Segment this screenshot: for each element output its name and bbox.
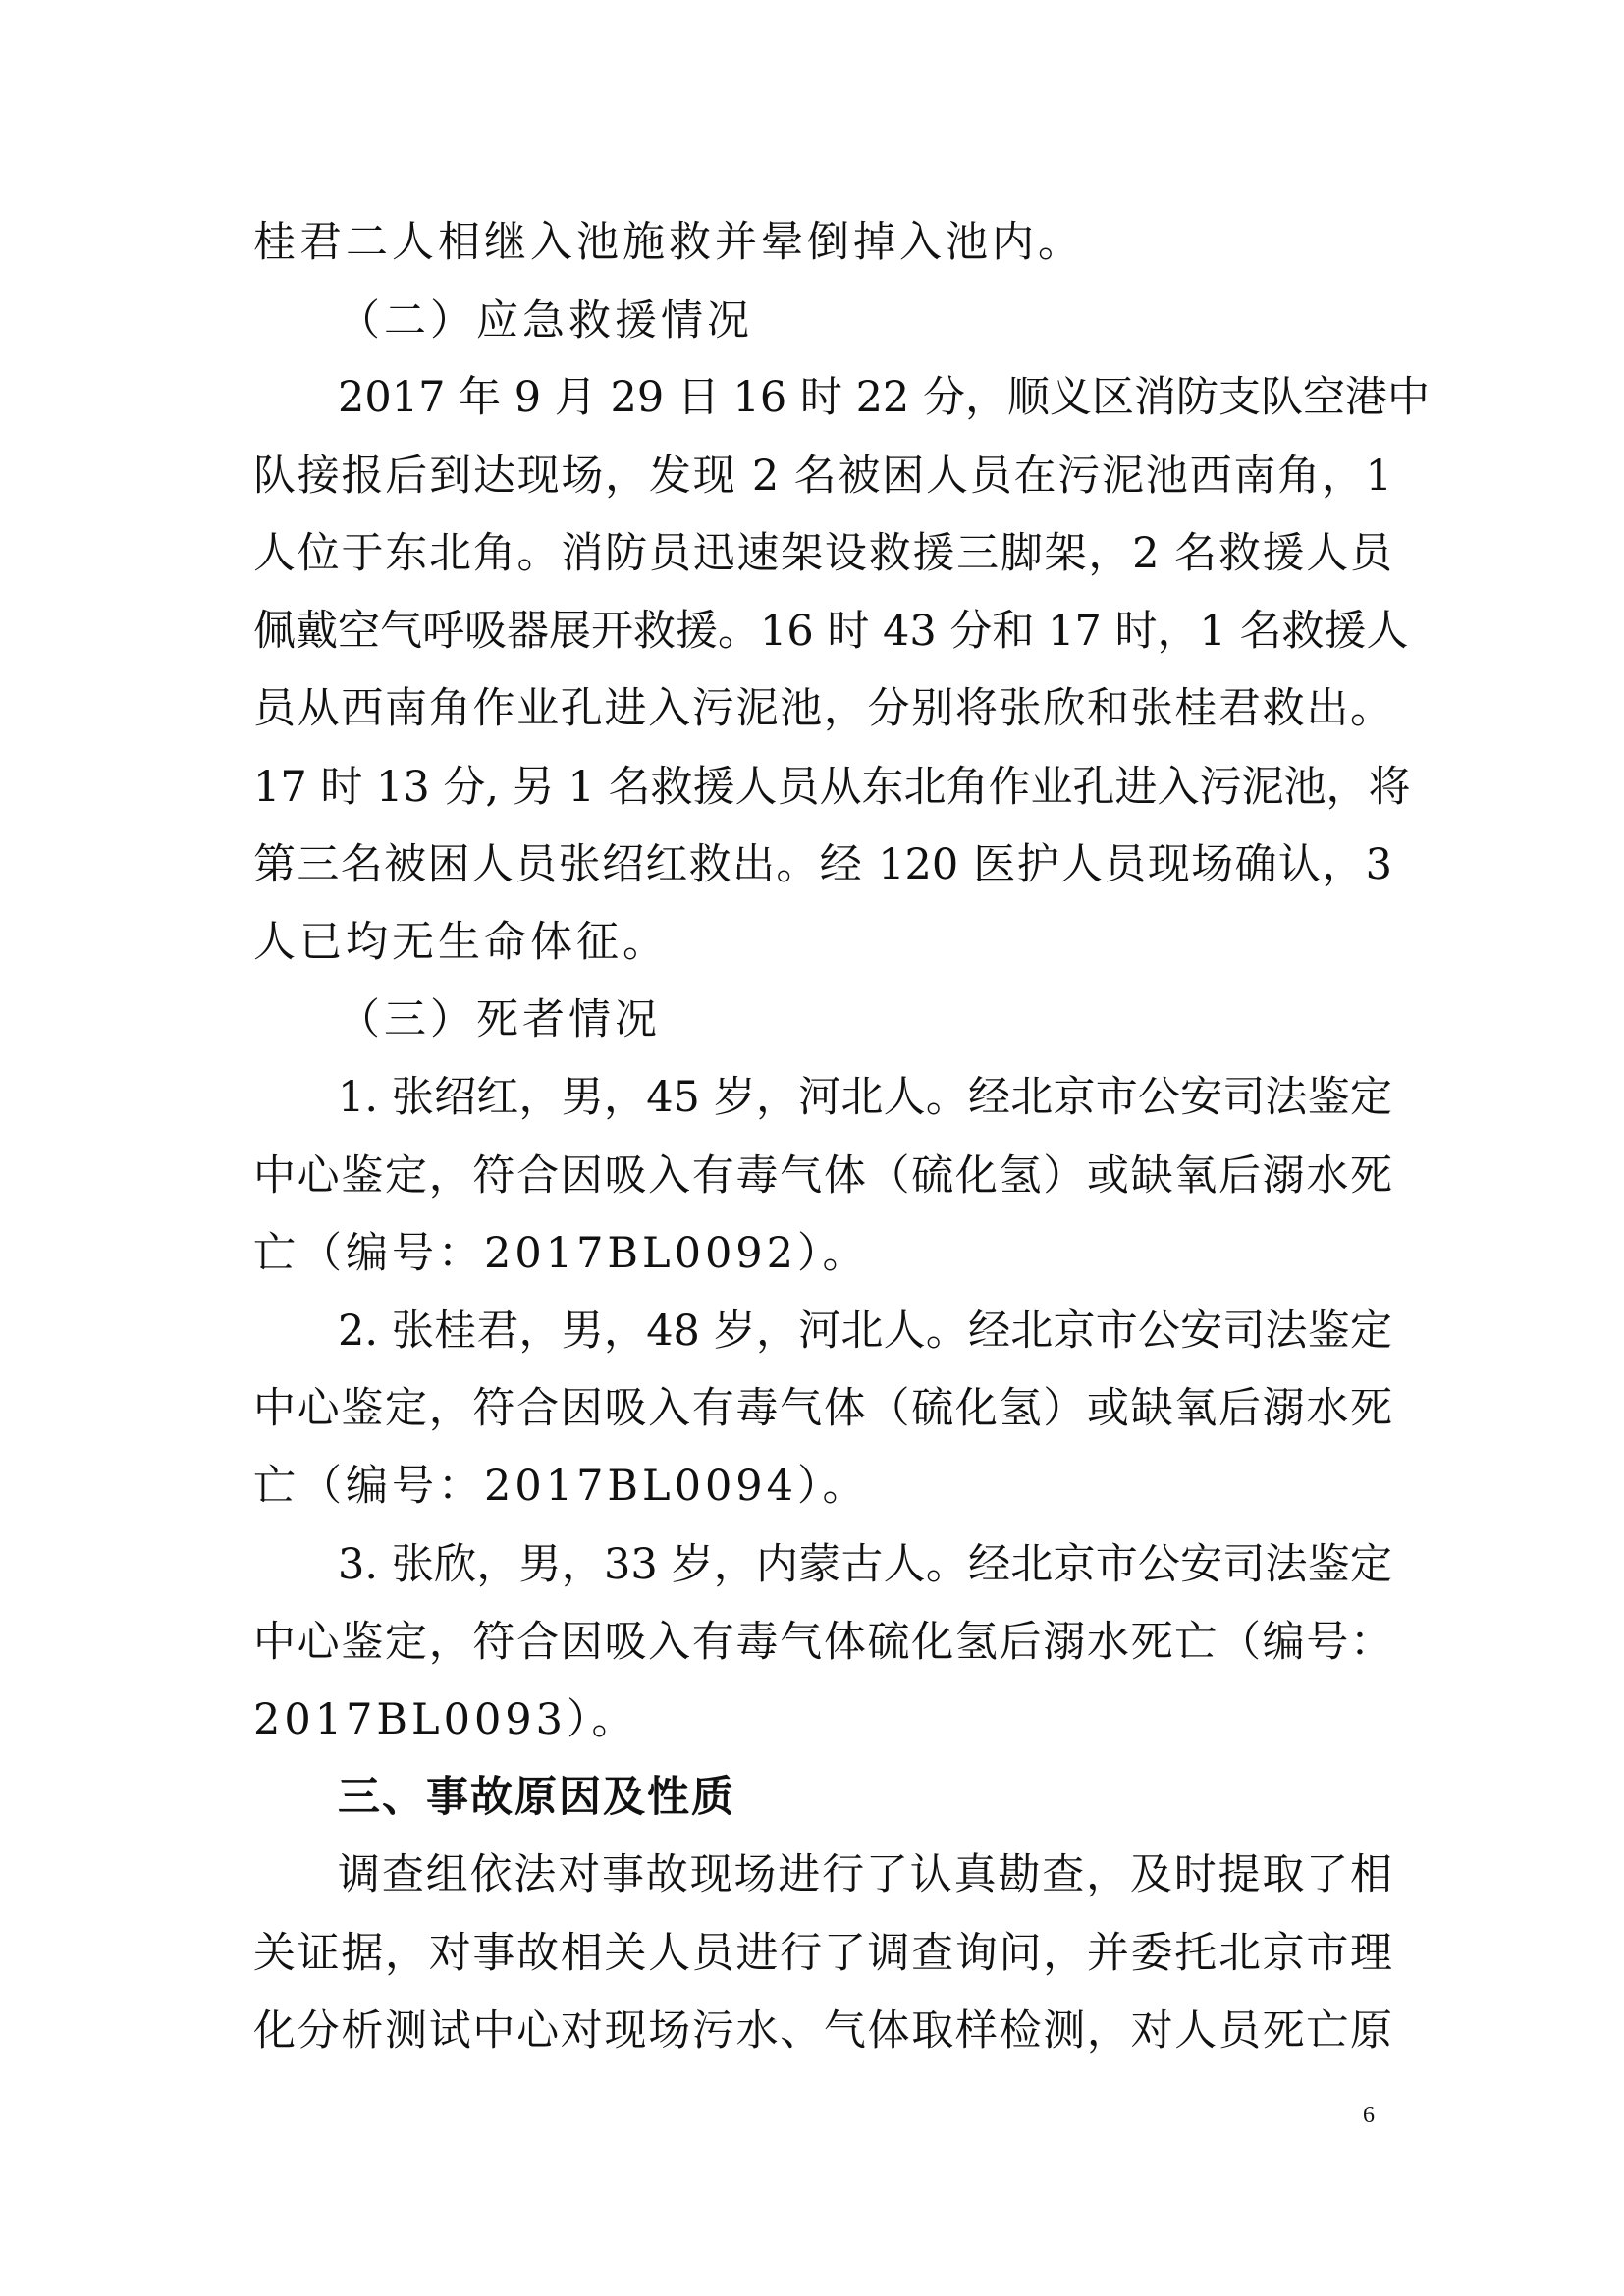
text-line: 中心鉴定，符合因吸入有毒气体（硫化氢）或缺氧后溺水死 <box>253 1384 1392 1433</box>
text-line: 第三名被困人员张绍红救出。经 120 医护人员现场确认，3 <box>253 840 1392 889</box>
text-line: 人位于东北角。消防员迅速架设救援三脚架，2 名救援人员 <box>253 529 1392 578</box>
text-line: 调查组依法对事故现场进行了认真勘查，及时提取了相 <box>338 1850 1392 1899</box>
text-line: 人已均无生命体征。 <box>253 918 669 967</box>
text-line: 2017BL0093）。 <box>253 1695 638 1744</box>
text-line: 化分析测试中心对现场污水、气体取样检测，对人员死亡原 <box>253 2006 1392 2056</box>
text-line: 中心鉴定，符合因吸入有毒气体硫化氢后溺水死亡（编号： <box>253 1618 1392 1667</box>
text-line: 2. 张桂君，男，48 岁，河北人。经北京市公安司法鉴定 <box>338 1307 1392 1356</box>
text-line: 关证据，对事故相关人员进行了调查询问，并委托北京市理 <box>253 1929 1392 1978</box>
text-line: 队接报后到达现场，发现 2 名被困人员在污泥池西南角，1 <box>253 452 1392 501</box>
text-line: 佩戴空气呼吸器展开救援。16 时 43 分和 17 时，1 名救援人 <box>253 607 1409 656</box>
text-line: 亡（编号：2017BL0092）。 <box>253 1229 869 1278</box>
text-line: 2017 年 9 月 29 日 16 时 22 分，顺义区消防支队空港中 <box>338 373 1430 422</box>
text-line: 亡（编号：2017BL0094）。 <box>253 1462 869 1511</box>
text-line: 中心鉴定，符合因吸入有毒气体（硫化氢）或缺氧后溺水死 <box>253 1151 1392 1201</box>
text-line: 桂君二人相继入池施救并晕倒掉入池内。 <box>253 218 1084 267</box>
section-heading-deceased: （三）死者情况 <box>338 995 661 1044</box>
section-heading-cause-and-nature: 三、事故原因及性质 <box>338 1773 735 1822</box>
text-line: 1. 张绍红，男，45 岁，河北人。经北京市公安司法鉴定 <box>338 1073 1392 1122</box>
text-line: 员从西南角作业孔进入污泥池，分别将张欣和张桂君救出。 <box>253 684 1392 733</box>
text-line: 3. 张欣，男，33 岁，内蒙古人。经北京市公安司法鉴定 <box>338 1540 1392 1589</box>
text-line: 17 时 13 分, 另 1 名救援人员从东北角作业孔进入污泥池，将 <box>253 763 1411 812</box>
section-heading-emergency-rescue: （二）应急救援情况 <box>338 296 753 346</box>
page-number: 6 <box>1363 2103 1375 2128</box>
